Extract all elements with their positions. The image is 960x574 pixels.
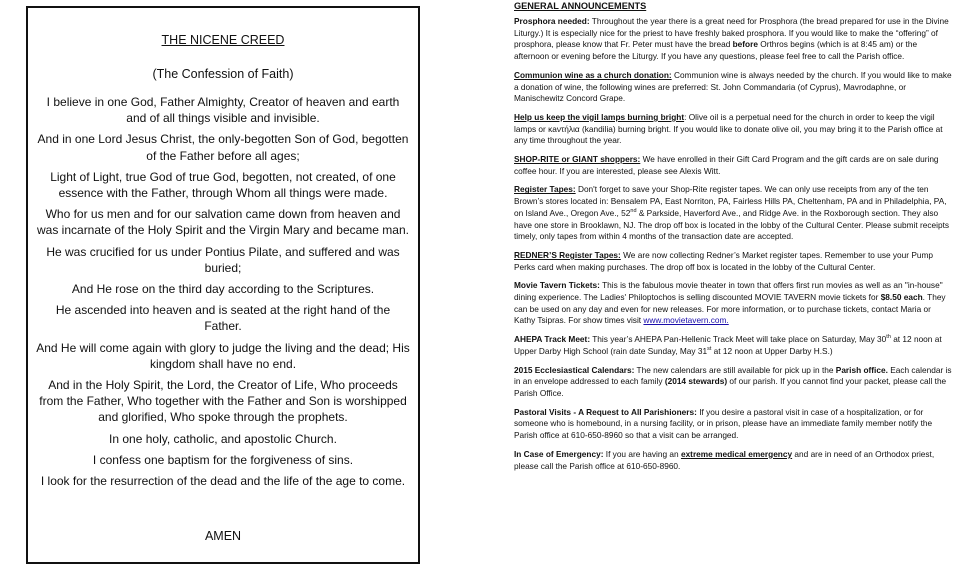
announcement-vigil-lamps: Help us keep the vigil lamps burning bright: Olive oil is a perpetual need for the church in order to keep the vigil lamps or κaντήλια (kandilia) burning bright. If you would like to donate olive oil, you may bring it to the Parish office at any time throughout the year.: [514, 111, 943, 146]
announcement-label: 2015 Ecclesiastical Calendars:: [514, 364, 635, 375]
announcement-calendars: 2015 Ecclesiastical Calendars: The new calendars are still available for pick up in the Parish office. Each calendar is in an envelope addressed to each family (2014 stewards) of our parish. If you cannot find your packet, please call the Parish Office.: [514, 364, 952, 398]
announcement-label: AHEPA Track Meet:: [514, 334, 591, 345]
creed-paragraph: Light of Light, true God of true God, begotten, not created, of one essence with the Father, through Whom all things were made.: [50, 169, 396, 201]
announcement-shoprite-giant: SHOP-RITE or GIANT shoppers: We have enrolled in their Gift Card Program and the gift cards are on sale during coffee hour. If you are interested, please see Alexis Witt.: [514, 154, 939, 176]
announcement-label: Communion wine as a church donation:: [514, 69, 672, 80]
creed-paragraph: I confess one baptism for the forgiveness of sins.: [92, 452, 354, 467]
announcement-label: SHOP-RITE or GIANT shoppers:: [514, 154, 641, 165]
announcement-pastoral-visits: Pastoral Visits - A Request to All Parishioners: If you desire a pastoral visit in case of a hospitalization, or for someone who is homebound, in a nursing facility, or in prison, please have an immediate family member notify the Parish office at 610-650-8960 so that a visit can be arranged.: [514, 406, 933, 441]
announcement-emergency: In Case of Emergency: If you are having an extreme medical emergency and are in need of an Orthodox priest, please call the Parish office at 610-650-8960.: [514, 448, 935, 471]
creed-paragraph: I believe in one God, Father Almighty, Creator of heaven and earth and of all things visible and invisible.: [46, 95, 400, 126]
creed-paragraph: And in the Holy Spirit, the Lord, the Creator of Life, Who proceeds from the Father, Who together with the Father and Son is worshipped and glorified, Who spoke through the prophets.: [39, 378, 407, 425]
announcement-label: In Case of Emergency:: [514, 448, 604, 459]
announcement-movie-tavern: Movie Tavern Tickets: This is the fabulous movie theater in town that offers first run movies as well as an "in-house" dining experience. The Ladies' Philoptochos is selling discounted MOVIE TAVERN movie tickets for $8.50 each. They can be used on any day and even for new releases. For more information, or to purchase tickets, contact Maria or Kathy Tsipras. For show times visit www.movietavern.com.: [514, 280, 946, 326]
creed-body: [36, 94, 410, 494]
creed-panel: [26, 6, 420, 564]
announcement-label: Register Tapes:: [514, 184, 576, 195]
announcement-label: Movie Tavern Tickets:: [514, 280, 600, 291]
creed-title: THE NICENE CREED: [161, 33, 285, 47]
announcement-label: Pastoral Visits - A Request to All Parishioners:: [514, 406, 697, 417]
announcement-label: Prosphora needed:: [514, 16, 590, 26]
announcement-prosphora: Prosphora needed: Throughout the year there is a great need for Prosphora (the bread prepared for use in the Divine Liturgy.) It is especially nice for the priest to have freshly baked prosphora. If you would like to make the “offering” of prosphora, please know that Fr. Peter must have the bread before Orthros begins (which is at 8:45 am) or the afternoon or evening before the Liturgy. If you have any questions, please feel free to call the Parish office.: [514, 16, 949, 62]
announcement-label: Help us keep the vigil lamps burning bright: [514, 111, 685, 122]
announcements-column: [514, 0, 954, 479]
creed-paragraph: And He will come again with glory to judge the living and the dead; His kingdom shall have no end.: [36, 340, 410, 371]
announcement-redners-tapes: REDNER’S Register Tapes: We are now collecting Redner’s Market register tapes. Remember to use your Pump Perks card when making purchases. The drop off box is located in the lobby of the Cultural Center.: [514, 249, 934, 272]
announcement-label: REDNER’S Register Tapes:: [514, 249, 621, 260]
creed-paragraph: He was crucified for us under Pontius Pilate, and suffered and was buried;: [46, 244, 400, 275]
creed-paragraph: Who for us men and for our salvation came down from heaven and was incarnate of the Holy Spirit and the Virgin Mary and became man.: [37, 207, 409, 238]
announcement-register-tapes: Register Tapes: Don't forget to save your Shop-Rite register tapes. We can only use receipts from any of the ten Brown’s stores located in: Bensalem PA, East Norriton, PA, Fairless Hills PA, Cheltenham, PA and in Philadelphia, PA, on Island Ave., Oregon Ave., 52nd & Parkside, Haverford Ave., and Ridge Ave. in the Roxborough section. They also have one store in Brooklawn, NJ. The drop off box is located in the lobby of the Cultural Center. Please submit receipts timely, only tapes from within 4 months of the transaction date are accepted.: [514, 184, 950, 242]
announcement-communion-wine: Communion wine as a church donation: Communion wine is always needed by the church. If you would like to make a donation of wine, the following wines are preferred: St. John Commandaria (of Cyprus), Mavrodaphne, or Manischewitz Concord Grape.: [514, 69, 952, 104]
movietavern-link[interactable]: www.movietavern.com.: [643, 315, 729, 326]
creed-paragraph: And He rose on the third day according to the Scriptures.: [71, 282, 375, 297]
creed-subtitle: (The Confession of Faith): [152, 67, 294, 81]
creed-paragraph: And in one Lord Jesus Christ, the only-begotten Son of God, begotten of the Father before all ages;: [37, 132, 409, 163]
announcement-ahepa-track-meet: AHEPA Track Meet: This year’s AHEPA Pan-Hellenic Track Meet will take place on Saturday, May 30th at 12 noon at Upper Darby High School (rain date Sunday, May 31st at 12 noon at Upper Darby H.S.): [514, 334, 942, 356]
creed-paragraph: I look for the resurrection of the dead and the life of the age to come.: [40, 474, 406, 489]
creed-amen: AMEN: [204, 529, 242, 543]
creed-paragraph: In one holy, catholic, and apostolic Church.: [109, 431, 337, 446]
announcements-header: GENERAL ANNOUNCEMENTS: [514, 1, 647, 11]
creed-paragraph: He ascended into heaven and is seated at the right hand of the Father.: [55, 303, 391, 334]
